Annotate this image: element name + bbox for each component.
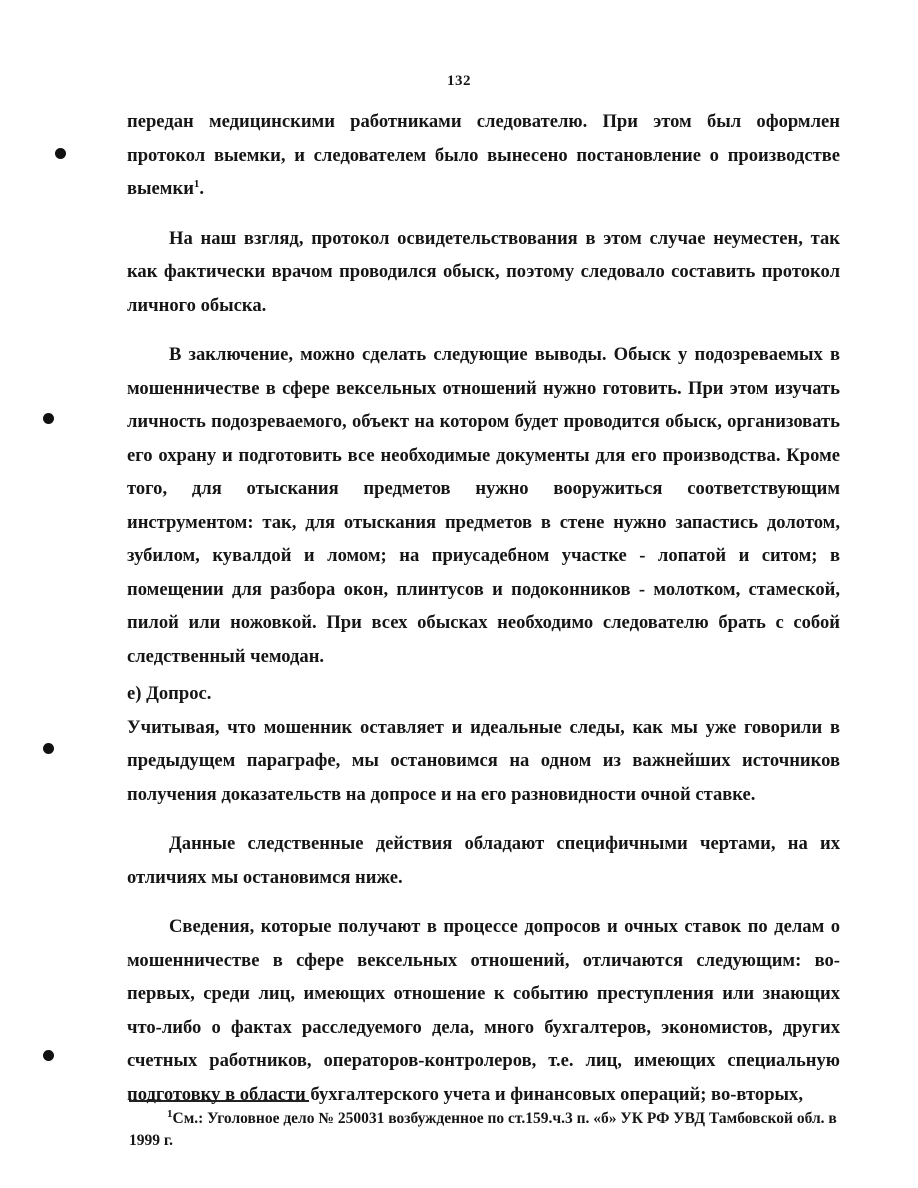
body-text [127, 105, 840, 1111]
footnote-separator [129, 1100, 309, 1102]
paragraph-text: передан медицинскими работниками следователю. При этом был оформлен протокол выемки, и следователем было вынесено постановление о производстве выемки [127, 111, 840, 199]
paragraph: Учитывая, что мошенник оставляет и идеальные следы, как мы уже говорили в предыдущем параграфе, мы остановимся на одном из важнейших источников получения доказательств на допросе и на его разновидности очной ставке. [127, 716, 840, 805]
footnote-text: См.: Уголовное дело № 250031 возбужденное по ст.159.ч.3 п. «б» УК РФ УВД Тамбовской обл. в 1999 г. [129, 1110, 837, 1149]
punch-hole-mark [43, 1050, 54, 1061]
footnote-marker: 1 [167, 1107, 173, 1120]
paragraph: В заключение, можно сделать следующие выводы. Обыск у подозреваемых в мошенничестве в сфере вексельных отношений нужно готовить. При этом изучать личность подозреваемого, объект на котором будет проводится обыск, организовать его охрану и подготовить все необходимые документы для его производства. Кроме того, для отыскания предметов нужно вооружиться соответствующим инструментом: так, для отыскания предметов в стене нужно запастись долотом, зубилом, кувалдой и ломом; на приусадебном участке - лопатой и ситом; в помещении для разбора окон, плинтусов и подоконников - молотком, стамеской, пилой или ножовкой. При всех обысках необходимо следователю брать с собой следственный чемодан. [127, 344, 840, 667]
section-heading: е) Допрос. [127, 683, 212, 704]
paragraph: Сведения, которые получают в процессе допросов и очных ставок по делам о мошенничестве в сфере вексельных отношений, отличаются следующим: во-первых, среди лиц, имеющих отношение к событию преступления или знающих что-либо о фактах расследуемого дела, много бухгалтеров, экономистов, других счетных работников, операторов-контролеров, т.е. лиц, имеющих специальную подготовку в области бухгалтерского учета и финансовых операций; во-вторых, [127, 916, 840, 1105]
punch-hole-mark [43, 413, 54, 424]
page-number: 132 [447, 73, 471, 89]
footnote [129, 1108, 842, 1152]
punch-hole-mark [43, 743, 54, 754]
paragraph: Данные следственные действия обладают специфичными чертами, на их отличиях мы остановимся ниже. [127, 833, 840, 888]
paragraph: На наш взгляд, протокол освидетельствования в этом случае неуместен, так как фактически врачом проводился обыск, поэтому следовало составить протокол личного обыска. [127, 227, 840, 316]
punch-hole-mark [55, 148, 66, 159]
paragraph-text: . [199, 178, 205, 199]
paragraph [127, 105, 840, 206]
footnote-reference[interactable]: 1 [193, 177, 200, 190]
